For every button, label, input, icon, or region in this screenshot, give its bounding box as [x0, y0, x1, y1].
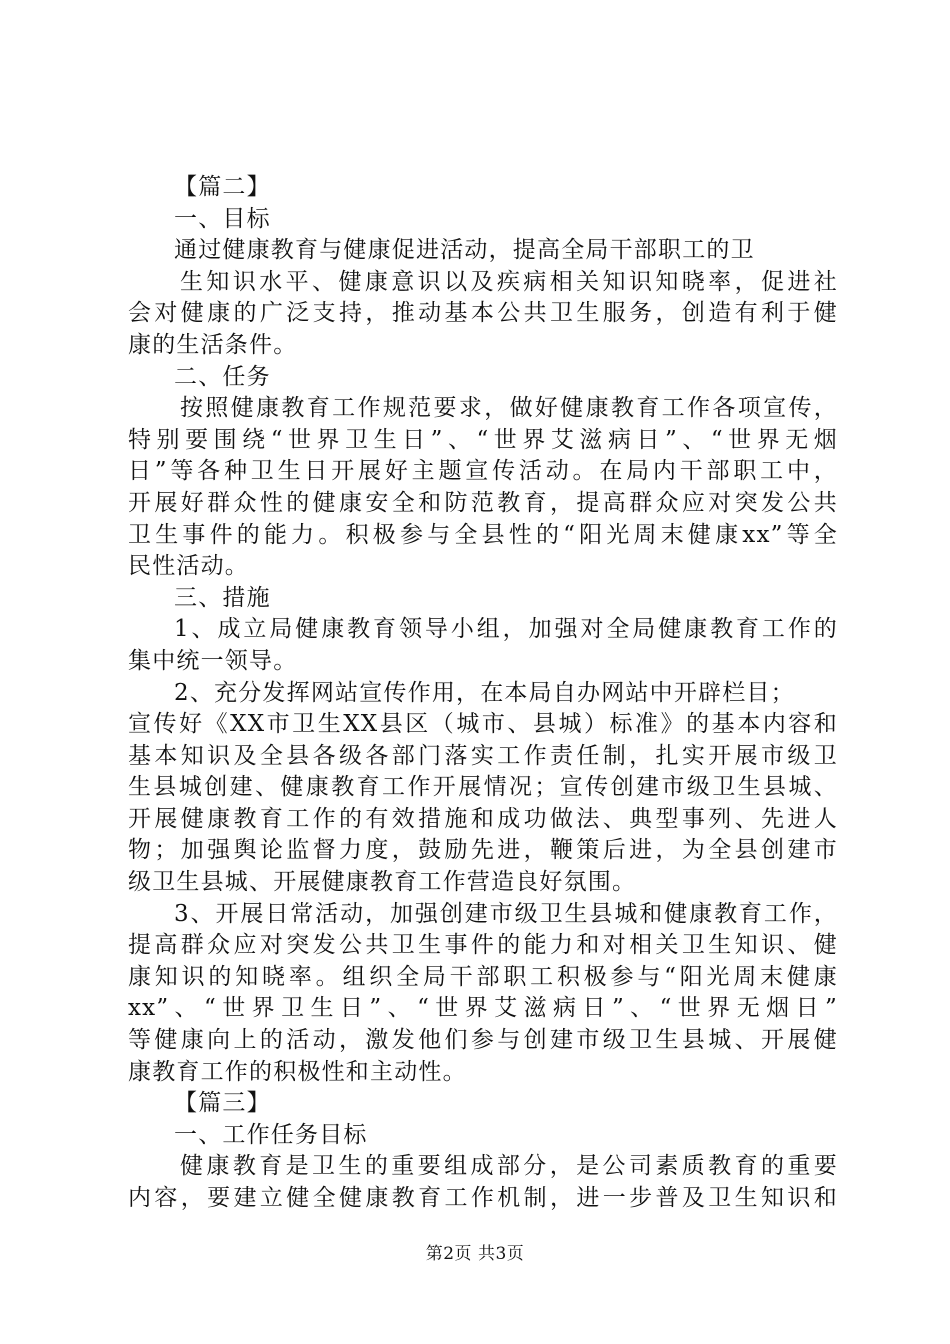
section-heading-3: 【篇三】 — [174, 1090, 271, 1117]
paragraph-line: 卫生事件的能力。积极参与全县性的“阳光周末健康xx”等全 — [128, 521, 838, 548]
paragraph-line: 物；加强舆论监督力度，鼓励先进，鞭策后进，为全县创建市 — [128, 837, 838, 864]
heading-goal: 一、目标 — [174, 205, 271, 232]
paragraph-line: 2、充分发挥网站宣传作用，在本局自办网站中开辟栏目； — [174, 679, 795, 706]
paragraph-line: 内容，要建立健全健康教育工作机制，进一步普及卫生知识和 — [128, 1185, 838, 1211]
paragraph-line: 康知识的知晓率。组织全局干部职工积极参与“阳光周末健康 — [128, 963, 838, 990]
paragraph-line: 健康教育是卫生的重要组成部分，是公司素质教育的重要 — [180, 1153, 838, 1180]
paragraph-line: 康的生活条件。 — [128, 331, 298, 358]
paragraph-line: 开展健康教育工作的有效措施和成功做法、典型事列、先进人 — [128, 805, 838, 832]
page-footer: 第2页 共3页 — [425, 1244, 525, 1264]
paragraph-line: 按照健康教育工作规范要求，做好健康教育工作各项宣传， — [180, 395, 838, 422]
paragraph-line: 特别要围绕“世界卫生日”、“世界艾滋病日”、“世界无烟 — [128, 426, 838, 453]
paragraph-line: 级卫生县城、开展健康教育工作营造良好氛围。 — [128, 869, 637, 896]
paragraph-line: 民性活动。 — [128, 553, 249, 580]
paragraph-line: 宣传好《XX市卫生XX县区（城市、县城）标准》的基本内容和 — [128, 711, 838, 738]
paragraph-line: 开展好群众性的健康安全和防范教育，提高群众应对突发公共 — [128, 489, 838, 516]
heading-work-goal: 一、工作任务目标 — [174, 1121, 368, 1148]
paragraph-line: 集中统一领导。 — [128, 647, 298, 674]
document-body — [128, 172, 838, 1215]
paragraph-line: 生知识水平、健康意识以及疾病相关知识知晓率，促进社 — [180, 268, 838, 295]
paragraph-line: 通过健康教育与健康促进活动，提高全局干部职工的卫 — [174, 237, 755, 264]
paragraph-line: 日”等各种卫生日开展好主题宣传活动。在局内干部职工中， — [128, 458, 838, 485]
paragraph-line: 康教育工作的积极性和主动性。 — [128, 1058, 467, 1085]
section-heading-2: 【篇二】 — [174, 174, 271, 200]
paragraph-line: 基本知识及全县各级各部门落实工作责任制，扎实开展市级卫 — [128, 742, 838, 769]
paragraph-line: 提高群众应对突发公共卫生事件的能力和对相关卫生知识、健 — [128, 932, 838, 959]
heading-task: 二、任务 — [174, 363, 271, 390]
paragraph-line: 等健康向上的活动，激发他们参与创建市级卫生县城、开展健 — [128, 1027, 838, 1054]
heading-measures: 三、措施 — [174, 584, 271, 611]
paragraph-line: 生县城创建、健康教育工作开展情况；宣传创建市级卫生县城、 — [128, 774, 838, 801]
paragraph-line: 1、成立局健康教育领导小组，加强对全局健康教育工作的 — [174, 616, 838, 643]
paragraph-line: 会对健康的广泛支持，推动基本公共卫生服务，创造有利于健 — [128, 300, 838, 327]
paragraph-line: xx”、“世界卫生日”、“世界艾滋病日”、“世界无烟日” — [128, 995, 838, 1022]
paragraph-line: 3、开展日常活动，加强创建市级卫生县城和健康教育工作， — [174, 900, 838, 927]
